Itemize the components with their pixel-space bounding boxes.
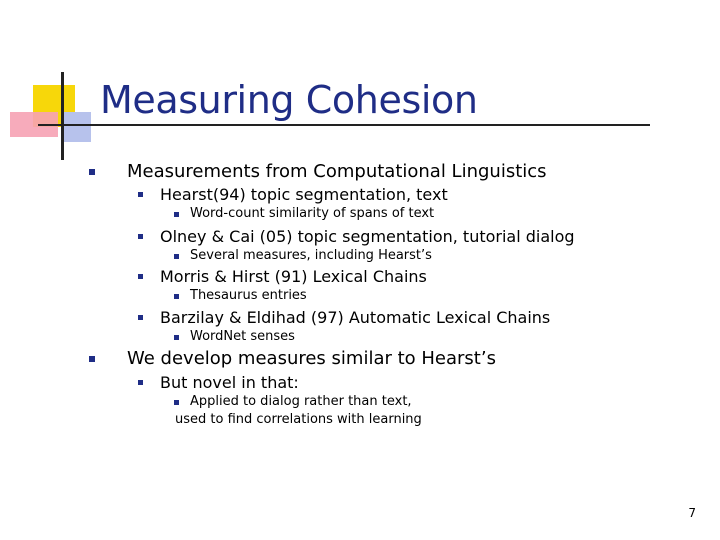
title-underline-rule <box>38 124 650 126</box>
bullet-item <box>190 206 434 221</box>
bullet-item <box>190 248 432 263</box>
bullet-item <box>160 227 575 246</box>
square-bullet-icon <box>138 274 143 279</box>
bullet-text: Several measures, including Hearst’s <box>190 248 432 263</box>
bullet-text: But novel in that: <box>160 373 299 392</box>
bullet-item <box>190 329 295 344</box>
bullet-text: Olney & Cai (05) topic segmentation, tutorial dialog <box>160 227 575 246</box>
square-bullet-icon <box>174 400 179 405</box>
bullet-item <box>190 394 412 409</box>
square-bullet-icon <box>89 169 95 175</box>
square-bullet-icon <box>138 380 143 385</box>
bullet-text: Barzilay & Eldihad (97) Automatic Lexical Chains <box>160 308 551 327</box>
vertical-rule <box>61 72 64 160</box>
square-bullet-icon <box>174 294 179 299</box>
blue-square-decoration <box>63 112 91 142</box>
bullet-item <box>127 161 547 182</box>
bullet-item <box>160 267 427 286</box>
bullet-item <box>160 185 448 204</box>
slide-logo-decoration <box>0 0 110 170</box>
square-bullet-icon <box>174 335 179 340</box>
square-bullet-icon <box>138 315 143 320</box>
bullet-item <box>127 348 496 369</box>
bullet-text: Thesaurus entries <box>190 288 307 303</box>
bullet-text: Hearst(94) topic segmentation, text <box>160 185 448 204</box>
bullet-text: Morris & Hirst (91) Lexical Chains <box>160 267 427 286</box>
square-bullet-icon <box>174 254 179 259</box>
bullet-text: We develop measures similar to Hearst’s <box>127 348 496 369</box>
bullet-text: Applied to dialog rather than text, <box>190 394 412 409</box>
bullet-text: Word-count similarity of spans of text <box>190 206 435 221</box>
square-bullet-icon <box>174 212 179 217</box>
bullet-item <box>160 373 299 392</box>
bullet-text: used to find correlations with learning <box>175 412 422 427</box>
slide-title: Measuring Cohesion <box>100 78 478 122</box>
bullet-item <box>190 288 307 303</box>
page-number: 7 <box>688 506 696 520</box>
square-bullet-icon <box>89 356 95 362</box>
bullet-text: WordNet senses <box>190 329 295 344</box>
bullet-continuation <box>175 412 422 427</box>
bullet-text: Measurements from Computational Linguistics <box>127 161 547 182</box>
square-bullet-icon <box>138 192 143 197</box>
square-bullet-icon <box>138 234 143 239</box>
bullet-item <box>160 308 550 327</box>
